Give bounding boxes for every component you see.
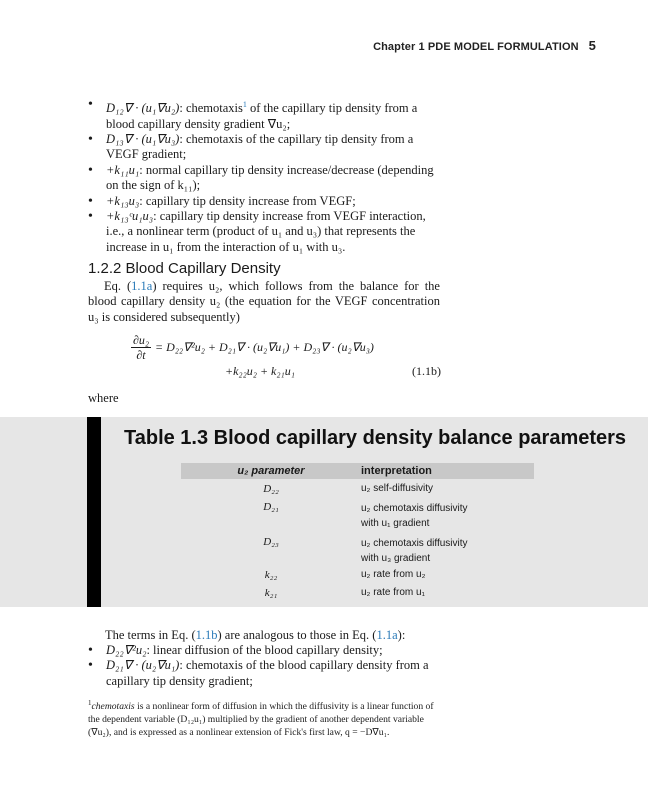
footnote-number: 1 xyxy=(88,699,92,707)
equation-link[interactable]: 1.1b xyxy=(195,628,218,642)
parameter-table xyxy=(181,463,534,602)
footnote-term: chemotaxis xyxy=(91,701,135,713)
param-cell: D₂₁ xyxy=(263,501,279,513)
bullet-list-top xyxy=(88,97,440,255)
list-item: • +k₁₃ᶜu₁u₃: capillary tip density increase from VEGF interaction, i.e., a nonlinear term (product of u₁ and u₃) that represents the increase in u₁ from the interaction of u₁ with u₃. xyxy=(88,209,440,255)
table-panel-bar xyxy=(87,417,101,607)
running-header xyxy=(373,38,596,53)
table-row xyxy=(181,532,534,566)
table-row xyxy=(181,498,534,532)
param-cell: k₂₂ xyxy=(264,569,278,581)
param-cell: k₂₁ xyxy=(264,587,278,599)
equation-link[interactable]: 1.1a xyxy=(376,628,398,642)
footnote xyxy=(88,697,440,739)
table-header-row xyxy=(181,463,534,479)
table-row xyxy=(181,584,534,602)
equation-link[interactable]: 1.1a xyxy=(131,279,153,293)
table-title: Table 1.3 Blood capillary density balance parameters xyxy=(124,427,627,449)
footnote-ref[interactable]: 1 xyxy=(242,100,247,109)
derivative-fraction xyxy=(131,333,151,362)
fraction-numerator: ∂u₂ xyxy=(132,333,150,347)
table-row xyxy=(181,566,534,584)
interpretation-cell: u₂ rate from u₂ xyxy=(361,569,426,580)
interpretation-cell: u₂ rate from u₁ xyxy=(361,587,425,598)
equation-1-1b xyxy=(131,333,441,383)
after-table-paragraph: The terms in Eq. (1.1b) are analogous to those in Eq. (1.1a): xyxy=(105,628,406,642)
list-item: • D₁₃∇ · (u₁∇u₃): chemotaxis of the capillary tip density from a VEGF gradient; xyxy=(88,132,440,163)
list-item: • D₁₂∇ · (u₁∇u₂): chemotaxis$^1$ of the capillary tip density from a blood capillary density gradient ∇u₂; xyxy=(88,97,440,132)
table-row xyxy=(181,479,534,498)
section-title: 1.2.2 Blood Capillary Density xyxy=(88,260,281,277)
equation-line-2: +k₂₂u₂ + k₂₁u₁ xyxy=(225,364,295,378)
page-number: 5 xyxy=(588,38,596,53)
equation-line-1: = D₂₂∇²u₂ + D₂₁∇ · (u₂∇u₁) + D₂₃∇ · (u₂∇u₃) xyxy=(155,340,374,354)
interpretation-cell: u₂ self-diffusivity xyxy=(361,483,434,494)
section-paragraph: Eq. (1.1a) requires u₂, which follows from the balance for the blood capillary density u₂ (the equation for the VEGF concentration u₃ is considered subsequently) xyxy=(88,279,440,324)
interpretation-cell: u₂ chemotaxis diffusivity with u₁ gradient xyxy=(361,503,468,529)
param-cell: D₂₃ xyxy=(263,536,279,548)
interpretation-cell: u₂ chemotaxis diffusivity with u₃ gradient xyxy=(361,538,468,564)
list-item: • D₂₂∇²u₂: linear diffusion of the blood capillary density; xyxy=(88,643,440,658)
chapter-title: Chapter 1 PDE MODEL FORMULATION xyxy=(373,41,579,53)
list-item: • +k₁₁u₁: normal capillary tip density increase/decrease (depending on the sign of k₁₁); xyxy=(88,163,440,194)
where-text: where xyxy=(88,391,119,405)
column-header-interpretation: interpretation xyxy=(361,463,534,479)
column-header-parameter: u₂ parameter xyxy=(181,463,361,479)
equation-label: (1.1b) xyxy=(412,364,441,378)
bullet-list-bottom xyxy=(88,643,440,689)
footnote-text: is a nonlinear form of diffusion in which the diffusivity is a linear function of the dependent variable (D₁₂u₁) multiplied by the gradient of another dependent variable (∇u₂), and is expressed as a nonlinear extension of Fick's first law, q = −D∇u₁. xyxy=(88,701,434,739)
fraction-denominator: ∂t xyxy=(136,348,146,362)
param-cell: D₂₂ xyxy=(263,483,279,495)
list-item: • D₂₁∇ · (u₂∇u₁): chemotaxis of the blood capillary density from a capillary tip density gradient; xyxy=(88,658,440,689)
list-item: • +k₁₃u₃: capillary tip density increase from VEGF; xyxy=(88,194,440,209)
